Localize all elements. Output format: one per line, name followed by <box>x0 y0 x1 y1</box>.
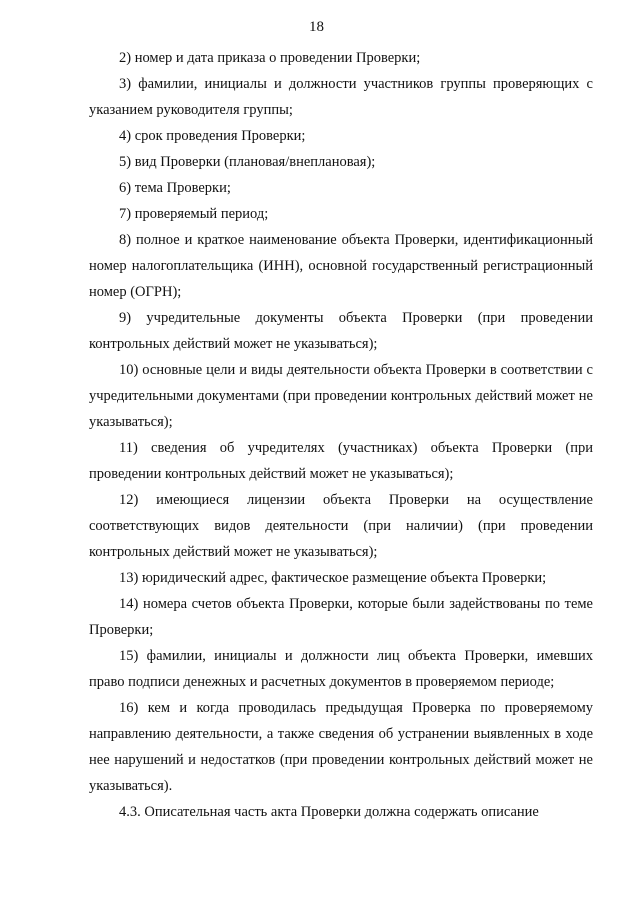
list-item: 10) основные цели и виды деятельности объекта Проверки в соответствии с учредительными документами (при проведении контрольных действий может не указываться); <box>89 362 593 430</box>
list-item: 3) фамилии, инициалы и должности участников группы проверяющих с указанием руководителя группы; <box>89 76 593 118</box>
list-item: 14) номера счетов объекта Проверки, которые были задействованы по теме Проверки; <box>89 596 593 638</box>
list-item: 12) имеющиеся лицензии объекта Проверки на осуществление соответствующих видов деятельности (при наличии) (при проведении контрольных действий может не указываться); <box>89 492 593 560</box>
list-item: 16) кем и когда проводилась предыдущая Проверка по проверяемому направлению деятельности, а также сведения об устранении выявленных в ходе нее нарушений и недостатков (при проведении контрольных действий может не указываться). <box>89 700 593 794</box>
list-item: 6) тема Проверки; <box>119 180 231 196</box>
list-item: 8) полное и краткое наименование объекта Проверки, идентификационный номер налогоплательщика (ИНН), основной государственный регистрационный номер (ОГРН); <box>89 232 593 300</box>
list-item: 5) вид Проверки (плановая/внеплановая); <box>119 154 376 170</box>
list-item: 11) сведения об учредителях (участниках) объекта Проверки (при проведении контрольных действий может не указываться); <box>89 440 593 482</box>
list-item: 2) номер и дата приказа о проведении Проверки; <box>119 50 421 66</box>
closing-paragraph: 4.3. Описательная часть акта Проверки должна содержать описание <box>119 804 539 820</box>
list-item: 9) учредительные документы объекта Проверки (при проведении контрольных действий может не указываться); <box>89 310 593 352</box>
list-item: 4) срок проведения Проверки; <box>119 128 306 144</box>
page-number: 18 <box>309 19 324 35</box>
list-item: 13) юридический адрес, фактическое размещение объекта Проверки; <box>119 570 547 586</box>
list-item: 15) фамилии, инициалы и должности лиц объекта Проверки, имевших право подписи денежных и расчетных документов в проверяемом периоде; <box>89 648 593 690</box>
document-body <box>89 45 593 825</box>
list-item: 7) проверяемый период; <box>119 206 269 222</box>
